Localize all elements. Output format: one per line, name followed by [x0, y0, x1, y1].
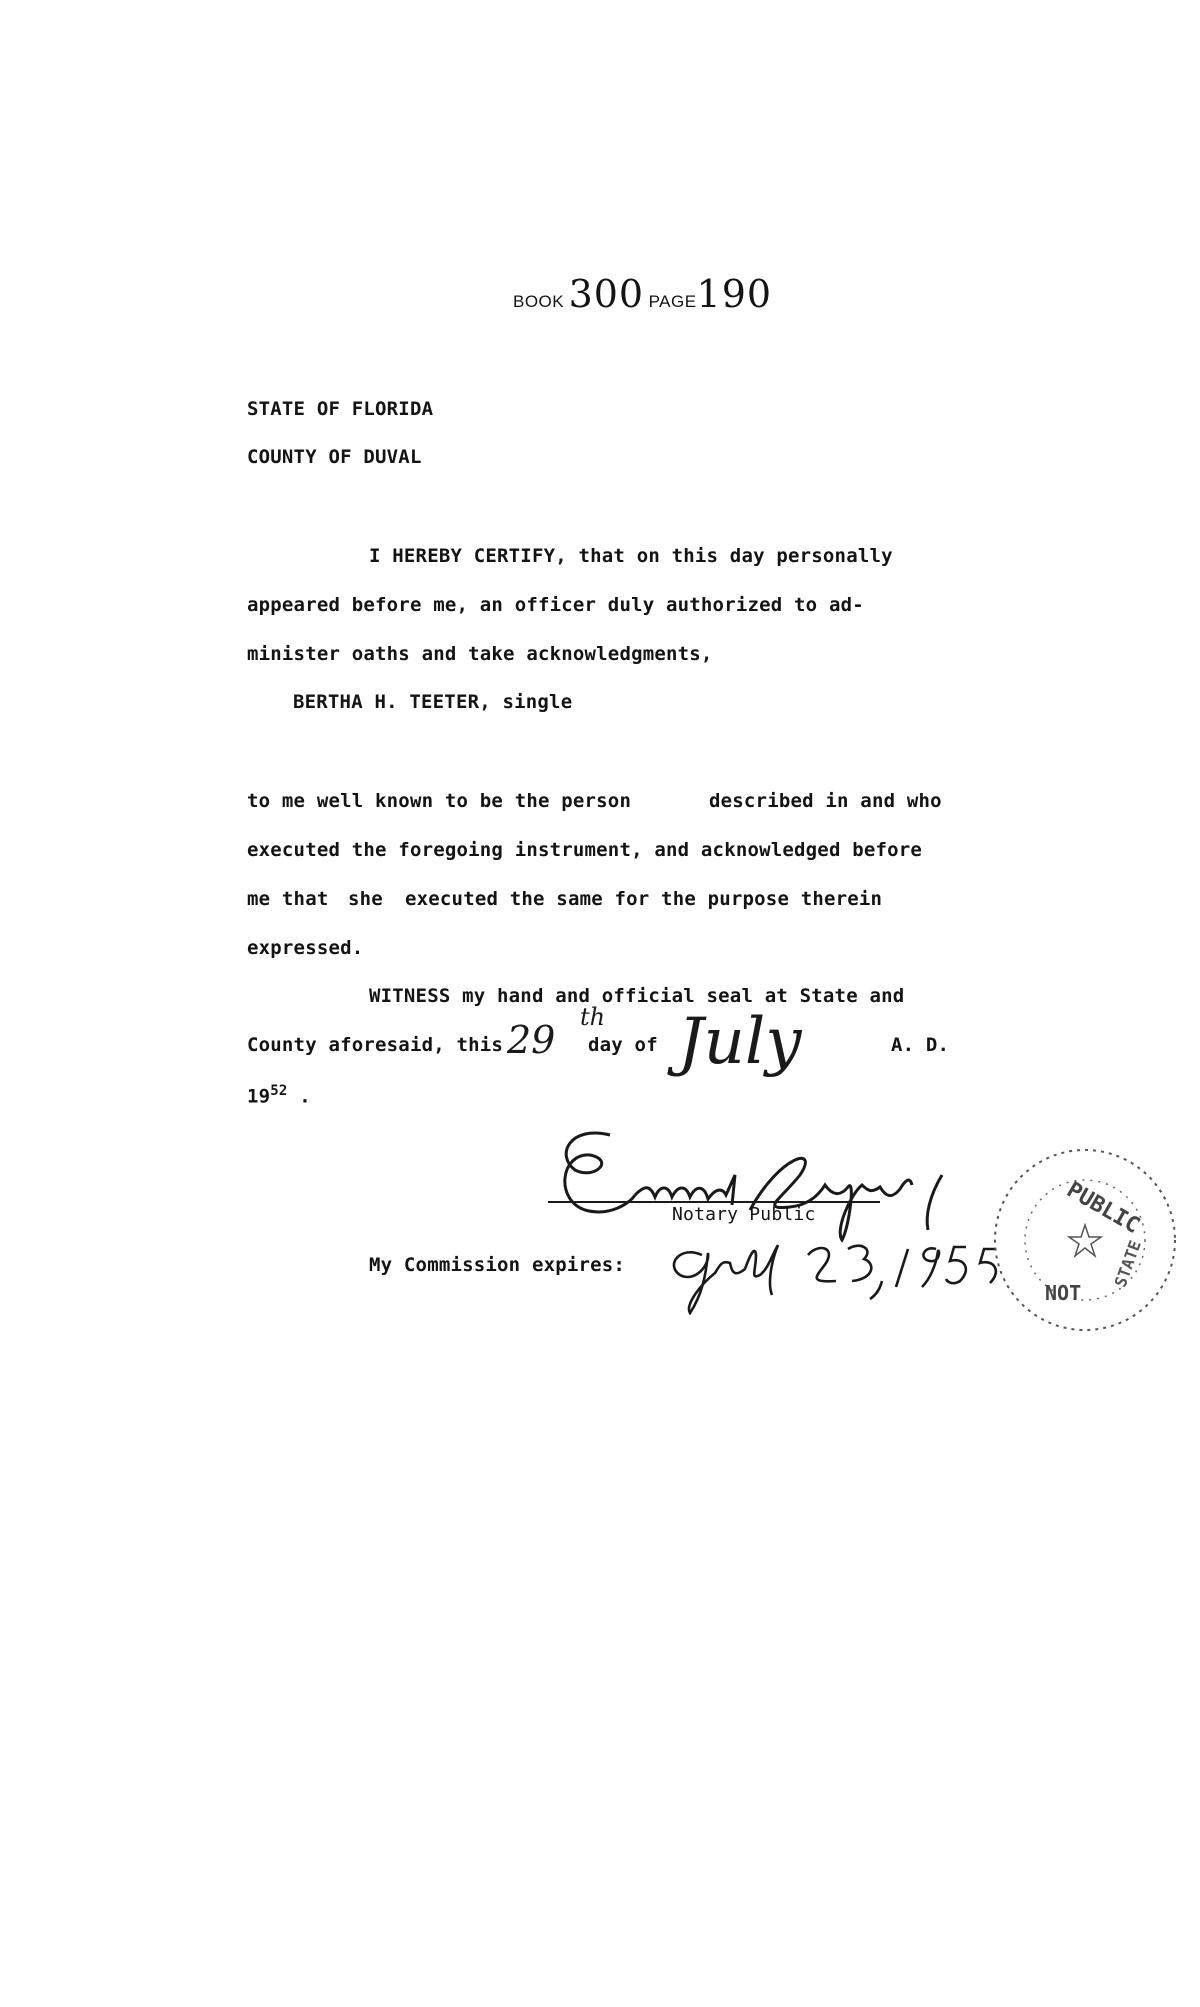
certify-line-1: I HEREBY CERTIFY, that on this day personally — [369, 545, 893, 567]
book-page-stamp — [513, 272, 772, 316]
certify-line-3: minister oaths and take acknowledgments, — [247, 643, 713, 665]
svg-text:NOT: NOT — [1045, 1281, 1082, 1305]
handwritten-month: July — [678, 1005, 802, 1079]
book-label: BOOK — [513, 292, 565, 311]
witness-line-2b: day of — [588, 1034, 658, 1056]
ack-line-4: expressed. — [247, 937, 364, 959]
book-number: 300 — [568, 272, 645, 316]
county-line: COUNTY OF DUVAL — [247, 446, 422, 468]
ack-line-3b: she — [348, 888, 383, 910]
witness-line-1: WITNESS my hand and official seal at State and — [369, 985, 905, 1007]
handwritten-day: 29 — [507, 1018, 556, 1062]
svg-text:STATE: STATE — [1110, 1237, 1145, 1290]
signature-line — [548, 1201, 880, 1203]
year-prefix: 19 — [247, 1085, 271, 1108]
ack-line-3a: me that — [247, 888, 329, 910]
notary-seal — [985, 1140, 1185, 1340]
ack-line-1b: described in and who — [709, 790, 942, 812]
witness-line-2c: A. D. — [891, 1034, 950, 1056]
notary-public-label: Notary Public — [672, 1204, 816, 1225]
commission-date-handwritten — [660, 1225, 1020, 1315]
ack-line-1a: to me well known to be the person — [247, 790, 632, 812]
page-number: 190 — [696, 272, 773, 316]
ack-line-3c: executed the same for the purpose therein — [405, 888, 883, 910]
party-name: BERTHA H. TEETER, single — [293, 691, 573, 713]
state-line: STATE OF FLORIDA — [247, 398, 434, 420]
year-suffix: 52 — [270, 1083, 288, 1099]
page-label: PAGE — [648, 292, 697, 311]
witness-line-2a: County aforesaid, this — [247, 1034, 504, 1056]
year-end: . — [299, 1085, 311, 1108]
ack-line-2: executed the foregoing instrument, and acknowledged before — [247, 839, 923, 861]
certify-line-2: appeared before me, an officer duly authorized to ad- — [247, 594, 864, 616]
year-line — [247, 1083, 311, 1107]
svg-text:PUBLIC: PUBLIC — [1062, 1177, 1144, 1239]
handwritten-day-suffix: th — [580, 1003, 606, 1031]
commission-label: My Commission expires: — [369, 1254, 626, 1276]
